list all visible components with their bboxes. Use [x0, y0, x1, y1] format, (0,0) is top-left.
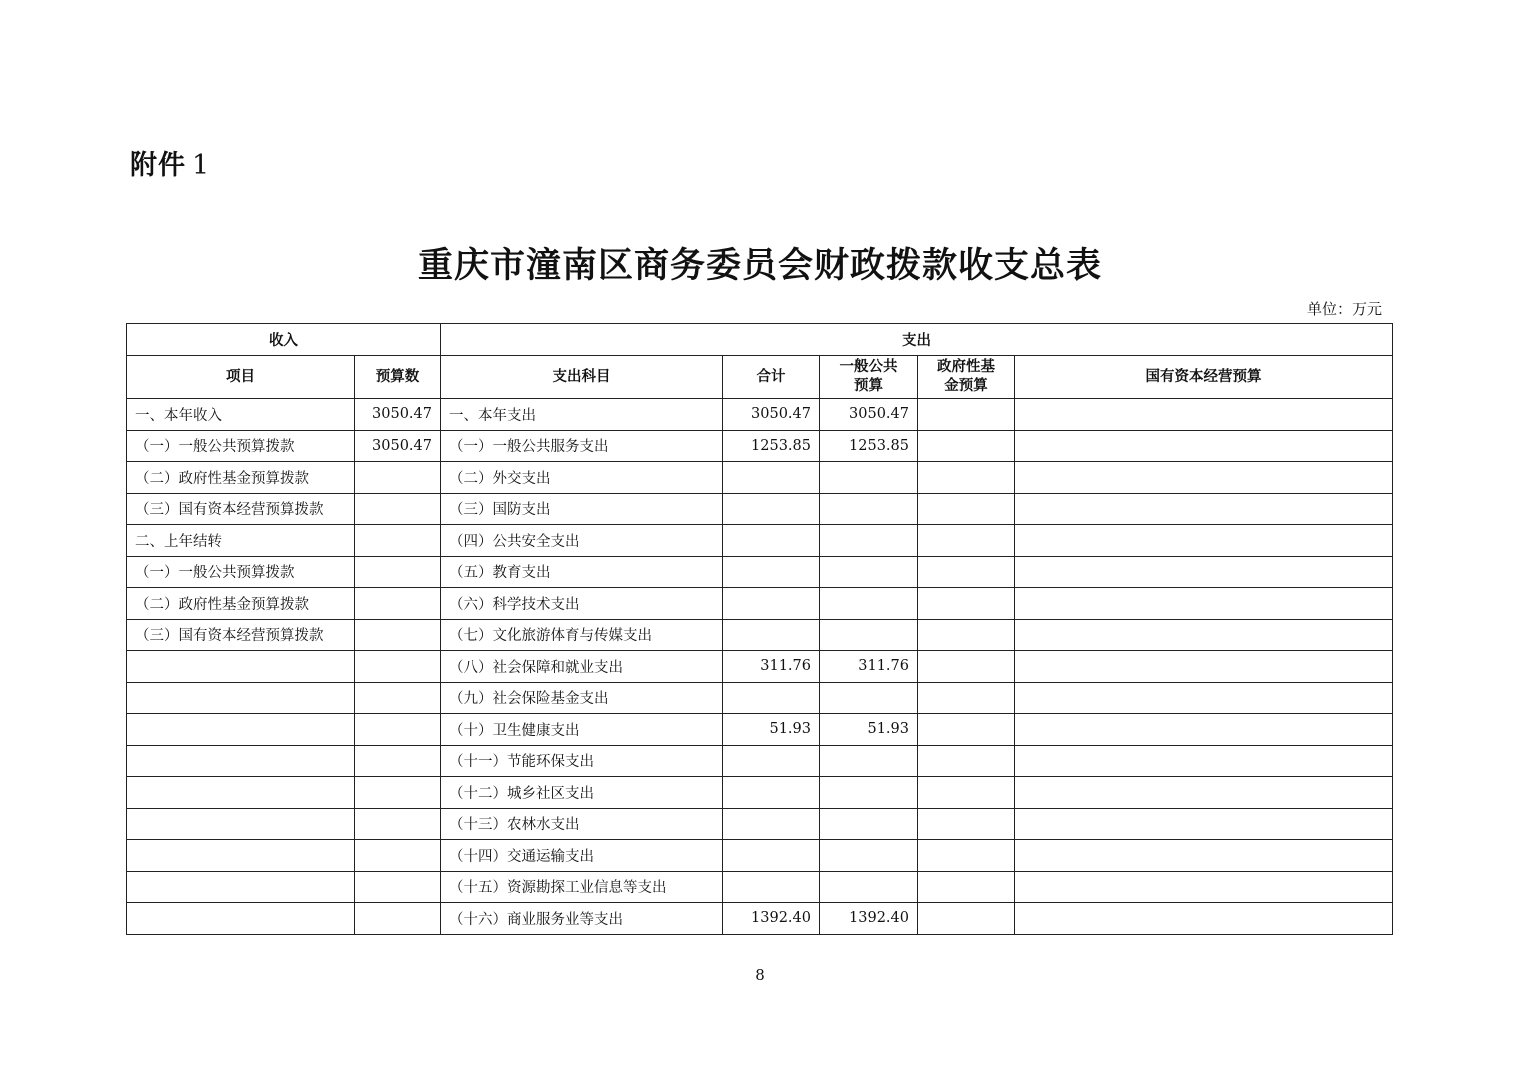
cell-total — [723, 588, 820, 620]
header-income: 收入 — [127, 324, 441, 356]
cell-budget — [355, 871, 441, 903]
cell-item — [127, 714, 355, 746]
cell-expense-subject: （八）社会保障和就业支出 — [441, 651, 723, 683]
table-row — [127, 682, 1393, 714]
attachment-number: 1 — [192, 150, 211, 181]
header-row-1 — [127, 324, 1393, 356]
cell-gov-fund-budget — [918, 808, 1015, 840]
table-row — [127, 745, 1393, 777]
header-general-budget: 一般公共预算 — [820, 356, 918, 399]
table-row — [127, 399, 1393, 431]
cell-state-capital-budget — [1015, 651, 1393, 683]
cell-item — [127, 871, 355, 903]
cell-total — [723, 556, 820, 588]
header-state-capital-budget: 国有资本经营预算 — [1015, 356, 1393, 399]
cell-item — [127, 777, 355, 809]
table-row — [127, 493, 1393, 525]
cell-expense-subject: （三）国防支出 — [441, 493, 723, 525]
cell-general-budget: 51.93 — [820, 714, 918, 746]
cell-total: 1253.85 — [723, 430, 820, 462]
cell-general-budget — [820, 777, 918, 809]
cell-item: 二、上年结转 — [127, 525, 355, 557]
table-row — [127, 808, 1393, 840]
unit-label: 单位：万元 — [1306, 300, 1382, 318]
cell-expense-subject: （六）科学技术支出 — [441, 588, 723, 620]
cell-gov-fund-budget — [918, 682, 1015, 714]
cell-budget — [355, 493, 441, 525]
cell-total: 1392.40 — [723, 903, 820, 935]
page-number: 8 — [755, 966, 765, 984]
header-expense: 支出 — [441, 324, 1393, 356]
header-expense-subject: 支出科目 — [441, 356, 723, 399]
cell-budget — [355, 525, 441, 557]
cell-item: （一）一般公共预算拨款 — [127, 556, 355, 588]
cell-budget — [355, 840, 441, 872]
cell-budget — [355, 588, 441, 620]
cell-item: 一、本年收入 — [127, 399, 355, 431]
cell-general-budget: 3050.47 — [820, 399, 918, 431]
cell-budget — [355, 714, 441, 746]
attachment-text: 附件 — [130, 150, 186, 181]
cell-state-capital-budget — [1015, 682, 1393, 714]
cell-state-capital-budget — [1015, 745, 1393, 777]
attachment-label — [130, 143, 210, 182]
cell-state-capital-budget — [1015, 588, 1393, 620]
cell-gov-fund-budget — [918, 840, 1015, 872]
cell-total: 51.93 — [723, 714, 820, 746]
cell-expense-subject: （九）社会保险基金支出 — [441, 682, 723, 714]
cell-item — [127, 745, 355, 777]
cell-general-budget: 1253.85 — [820, 430, 918, 462]
cell-budget — [355, 682, 441, 714]
cell-total — [723, 871, 820, 903]
cell-gov-fund-budget — [918, 777, 1015, 809]
cell-expense-subject: 一、本年支出 — [441, 399, 723, 431]
cell-general-budget: 1392.40 — [820, 903, 918, 935]
cell-item: （二）政府性基金预算拨款 — [127, 588, 355, 620]
cell-total — [723, 619, 820, 651]
cell-general-budget — [820, 871, 918, 903]
header-item: 项目 — [127, 356, 355, 399]
cell-general-budget — [820, 840, 918, 872]
cell-item: （一）一般公共预算拨款 — [127, 430, 355, 462]
cell-expense-subject: （十六）商业服务业等支出 — [441, 903, 723, 935]
cell-budget: 3050.47 — [355, 430, 441, 462]
cell-state-capital-budget — [1015, 556, 1393, 588]
cell-gov-fund-budget — [918, 745, 1015, 777]
cell-state-capital-budget — [1015, 462, 1393, 494]
cell-general-budget — [820, 808, 918, 840]
cell-item — [127, 651, 355, 683]
cell-gov-fund-budget — [918, 462, 1015, 494]
cell-budget — [355, 808, 441, 840]
cell-item — [127, 903, 355, 935]
cell-state-capital-budget — [1015, 493, 1393, 525]
cell-expense-subject: （一）一般公共服务支出 — [441, 430, 723, 462]
cell-item — [127, 808, 355, 840]
cell-state-capital-budget — [1015, 619, 1393, 651]
cell-budget — [355, 462, 441, 494]
cell-total — [723, 462, 820, 494]
table-row — [127, 462, 1393, 494]
cell-state-capital-budget — [1015, 399, 1393, 431]
cell-general-budget — [820, 745, 918, 777]
cell-total: 311.76 — [723, 651, 820, 683]
cell-expense-subject: （十四）交通运输支出 — [441, 840, 723, 872]
cell-expense-subject: （十）卫生健康支出 — [441, 714, 723, 746]
cell-gov-fund-budget — [918, 903, 1015, 935]
table-row — [127, 430, 1393, 462]
cell-budget — [355, 745, 441, 777]
cell-expense-subject: （七）文化旅游体育与传媒支出 — [441, 619, 723, 651]
cell-general-budget — [820, 493, 918, 525]
cell-total — [723, 493, 820, 525]
cell-budget: 3050.47 — [355, 399, 441, 431]
cell-expense-subject: （二）外交支出 — [441, 462, 723, 494]
cell-budget — [355, 651, 441, 683]
cell-gov-fund-budget — [918, 714, 1015, 746]
cell-expense-subject: （十二）城乡社区支出 — [441, 777, 723, 809]
cell-gov-fund-budget — [918, 588, 1015, 620]
cell-budget — [355, 777, 441, 809]
cell-item: （二）政府性基金预算拨款 — [127, 462, 355, 494]
cell-gov-fund-budget — [918, 651, 1015, 683]
table-row — [127, 651, 1393, 683]
cell-state-capital-budget — [1015, 903, 1393, 935]
table-row — [127, 556, 1393, 588]
cell-state-capital-budget — [1015, 430, 1393, 462]
cell-budget — [355, 619, 441, 651]
cell-general-budget — [820, 682, 918, 714]
cell-item: （三）国有资本经营预算拨款 — [127, 619, 355, 651]
table-row — [127, 714, 1393, 746]
cell-gov-fund-budget — [918, 556, 1015, 588]
table-row — [127, 840, 1393, 872]
cell-gov-fund-budget — [918, 871, 1015, 903]
header-gov-fund-budget: 政府性基金预算 — [918, 356, 1015, 399]
cell-state-capital-budget — [1015, 714, 1393, 746]
cell-state-capital-budget — [1015, 777, 1393, 809]
cell-total — [723, 745, 820, 777]
cell-state-capital-budget — [1015, 840, 1393, 872]
table-row — [127, 588, 1393, 620]
cell-state-capital-budget — [1015, 808, 1393, 840]
table-row — [127, 777, 1393, 809]
cell-total — [723, 525, 820, 557]
cell-general-budget — [820, 556, 918, 588]
table-row — [127, 903, 1393, 935]
cell-total — [723, 682, 820, 714]
cell-total: 3050.47 — [723, 399, 820, 431]
table-row — [127, 525, 1393, 557]
budget-table — [126, 323, 1393, 935]
header-budget: 预算数 — [355, 356, 441, 399]
cell-budget — [355, 903, 441, 935]
cell-general-budget — [820, 619, 918, 651]
cell-general-budget — [820, 588, 918, 620]
header-row-2 — [127, 356, 1393, 399]
cell-item — [127, 682, 355, 714]
cell-expense-subject: （十一）节能环保支出 — [441, 745, 723, 777]
cell-expense-subject: （四）公共安全支出 — [441, 525, 723, 557]
cell-gov-fund-budget — [918, 619, 1015, 651]
cell-general-budget — [820, 525, 918, 557]
cell-gov-fund-budget — [918, 399, 1015, 431]
cell-budget — [355, 556, 441, 588]
table-row — [127, 871, 1393, 903]
cell-expense-subject: （十五）资源勘探工业信息等支出 — [441, 871, 723, 903]
cell-gov-fund-budget — [918, 430, 1015, 462]
page-title: 重庆市潼南区商务委员会财政拨款收支总表 — [417, 245, 1102, 286]
table-row — [127, 619, 1393, 651]
header-total: 合计 — [723, 356, 820, 399]
cell-expense-subject: （十三）农林水支出 — [441, 808, 723, 840]
cell-item: （三）国有资本经营预算拨款 — [127, 493, 355, 525]
cell-total — [723, 808, 820, 840]
cell-general-budget — [820, 462, 918, 494]
cell-state-capital-budget — [1015, 525, 1393, 557]
cell-gov-fund-budget — [918, 493, 1015, 525]
cell-expense-subject: （五）教育支出 — [441, 556, 723, 588]
cell-item — [127, 840, 355, 872]
cell-general-budget: 311.76 — [820, 651, 918, 683]
cell-total — [723, 777, 820, 809]
cell-state-capital-budget — [1015, 871, 1393, 903]
cell-gov-fund-budget — [918, 525, 1015, 557]
cell-total — [723, 840, 820, 872]
